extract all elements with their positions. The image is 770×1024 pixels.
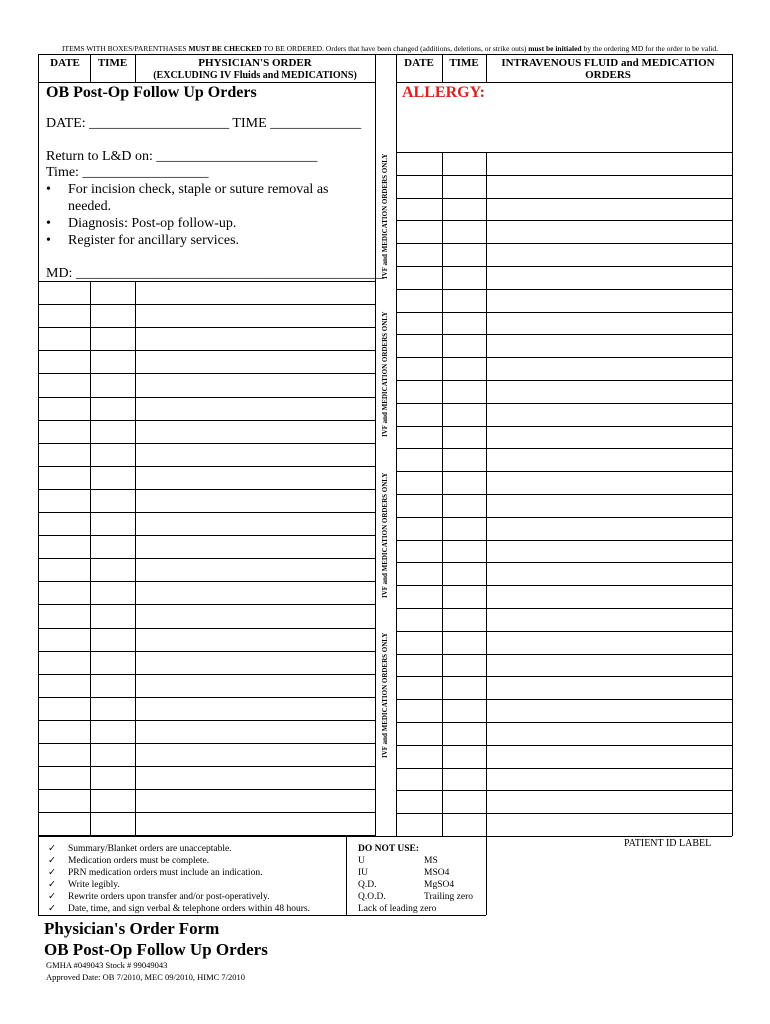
check-icon: ✓ xyxy=(48,856,56,866)
strip-left-border xyxy=(375,54,376,836)
left-row-line xyxy=(38,489,375,490)
info-box-left xyxy=(38,836,39,915)
left-row-line xyxy=(38,350,375,351)
instruction-item: ✓ Medication orders must be complete. xyxy=(48,856,210,866)
left-date-header: DATE xyxy=(50,57,80,69)
instruction-item: ✓ Write legibly. xyxy=(48,880,120,890)
order-validity-notice: ITEMS WITH BOXES/PARENTHASES MUST BE CHECKED TO BE ORDERED. Orders that have been changed (additions, deletions, or strike outs) must be initialed by the ordering MD for the order to be valid. xyxy=(61,44,718,53)
allergy-box-bottom xyxy=(396,152,732,153)
left-time-header: TIME xyxy=(97,57,128,69)
order-bullets xyxy=(46,181,328,249)
left-row-line xyxy=(38,443,375,444)
info-box-right xyxy=(486,836,487,915)
ivf-vertical-label: IVF and MEDICATION ORDERS ONLY xyxy=(381,153,389,279)
check-icon: ✓ xyxy=(48,880,56,890)
right-row-line xyxy=(396,289,732,290)
order-title: OB Post-Op Follow Up Orders xyxy=(46,84,257,101)
right-row-line xyxy=(396,722,732,723)
physician-order-header: PHYSICIAN'S ORDER xyxy=(198,57,312,69)
do-not-use-title: DO NOT USE: xyxy=(358,844,420,854)
instruction-item: ✓ Date, time, and sign verbal & telephone orders within 48 hours. xyxy=(48,904,310,914)
left-row-line xyxy=(38,558,375,559)
right-row-line xyxy=(396,426,732,427)
left-row-line xyxy=(38,397,375,398)
right-row-line xyxy=(396,585,732,586)
left-row-line xyxy=(38,674,375,675)
left-row-line xyxy=(38,512,375,513)
right-row-line xyxy=(396,243,732,244)
do-not-use-box xyxy=(358,843,473,915)
right-row-line xyxy=(396,380,732,381)
left-row-line xyxy=(38,466,375,467)
right-row-line xyxy=(396,494,732,495)
iv-orders-header: INTRAVENOUS FLUID and MEDICATION ORDERS xyxy=(501,57,715,81)
bullet-item: • For incision check, staple or suture removal as xyxy=(46,182,329,197)
left-row-line xyxy=(38,812,375,813)
right-time-col xyxy=(486,152,487,836)
ivf-vertical-label: IVF and MEDICATION ORDERS ONLY xyxy=(381,632,389,758)
instruction-item: ✓ Rewrite orders upon transfer and/or post-operatively. xyxy=(48,892,270,902)
date-time-line: DATE: ____________________ TIME _____________ xyxy=(46,116,362,131)
check-icon: ✓ xyxy=(48,868,56,878)
left-row-line xyxy=(38,789,375,790)
right-header-bottom xyxy=(396,82,732,83)
instructions-list xyxy=(48,843,310,915)
ivf-vertical-label: IVF and MEDICATION ORDERS ONLY xyxy=(381,472,389,598)
right-row-line xyxy=(396,540,732,541)
left-row-line xyxy=(38,743,375,744)
excluding-note: (EXCLUDING IV Fluids and MEDICATIONS) xyxy=(153,70,357,81)
form-title: Physician's Order Form OB Post-Op Follow Up Orders xyxy=(44,919,268,959)
allergy-label: ALLERGY: xyxy=(402,84,485,101)
right-row-line xyxy=(396,198,732,199)
right-row-line xyxy=(396,517,732,518)
strip-right-border xyxy=(396,54,397,836)
bullet-item: needed. xyxy=(68,199,112,214)
left-row-line xyxy=(38,604,375,605)
left-row-line xyxy=(38,535,375,536)
right-row-line xyxy=(396,768,732,769)
return-line: Return to L&D on: _______________________ xyxy=(46,149,318,164)
right-date-header: DATE xyxy=(404,57,434,69)
right-row-line xyxy=(396,357,732,358)
approved-date: Approved Date: OB 7/2010, MEC 09/2010, HIMC 7/2010 xyxy=(46,972,246,982)
left-time-col xyxy=(135,281,136,836)
bullet-item: • Register for ancillary services. xyxy=(46,233,240,248)
right-row-line xyxy=(396,562,732,563)
do-not-use-table: U MS IU MSO4 Q.D. MgSO4 Q.O.D. Trailing zero Lack of leading zero xyxy=(358,856,473,914)
right-row-line xyxy=(396,175,732,176)
gmha-stock-number: GMHA #049043 Stock # 99049043 xyxy=(46,960,168,970)
info-box-bottom xyxy=(38,915,486,916)
right-row-line xyxy=(396,471,732,472)
left-row-line xyxy=(38,651,375,652)
right-row-line xyxy=(396,676,732,677)
right-row-line xyxy=(396,608,732,609)
right-row-line xyxy=(396,654,732,655)
form-top-border xyxy=(38,54,732,55)
right-row-line xyxy=(396,813,732,814)
check-icon: ✓ xyxy=(48,904,56,914)
right-row-line xyxy=(396,448,732,449)
right-row-line xyxy=(396,403,732,404)
info-box-divider xyxy=(346,836,347,915)
right-row-line xyxy=(396,631,732,632)
bullet-item: • Diagnosis: Post-op follow-up. xyxy=(46,216,237,231)
ivf-vertical-label: IVF and MEDICATION ORDERS ONLY xyxy=(381,311,389,437)
right-date-col xyxy=(442,152,443,836)
left-row-line xyxy=(38,697,375,698)
left-date-col xyxy=(90,281,91,836)
left-row-line xyxy=(38,581,375,582)
left-row-line xyxy=(38,327,375,328)
left-header-bottom xyxy=(38,82,375,83)
left-row-line xyxy=(38,628,375,629)
right-row-line xyxy=(396,334,732,335)
right-time-header: TIME xyxy=(449,57,479,69)
form-right-border xyxy=(732,54,733,836)
left-row-line xyxy=(38,373,375,374)
right-row-line xyxy=(396,745,732,746)
check-icon: ✓ xyxy=(48,844,56,854)
grid-bottom xyxy=(38,836,732,837)
left-row-line xyxy=(38,766,375,767)
md-line: MD: ____________________________________________ xyxy=(46,266,384,281)
instruction-item: ✓ Summary/Blanket orders are unacceptable. xyxy=(48,844,232,854)
right-row-line xyxy=(396,266,732,267)
left-row-line xyxy=(38,304,375,305)
instruction-item: ✓ PRN medication orders must include an indication. xyxy=(48,868,263,878)
check-icon: ✓ xyxy=(48,892,56,902)
right-row-line xyxy=(396,699,732,700)
right-row-line xyxy=(396,790,732,791)
right-row-line xyxy=(396,312,732,313)
time-line: Time: __________________ xyxy=(46,165,209,180)
left-row-line xyxy=(38,420,375,421)
right-row-line xyxy=(396,220,732,221)
left-row-line xyxy=(38,720,375,721)
form-left-border xyxy=(38,54,39,836)
patient-id-label: PATIENT ID LABEL xyxy=(624,838,712,849)
